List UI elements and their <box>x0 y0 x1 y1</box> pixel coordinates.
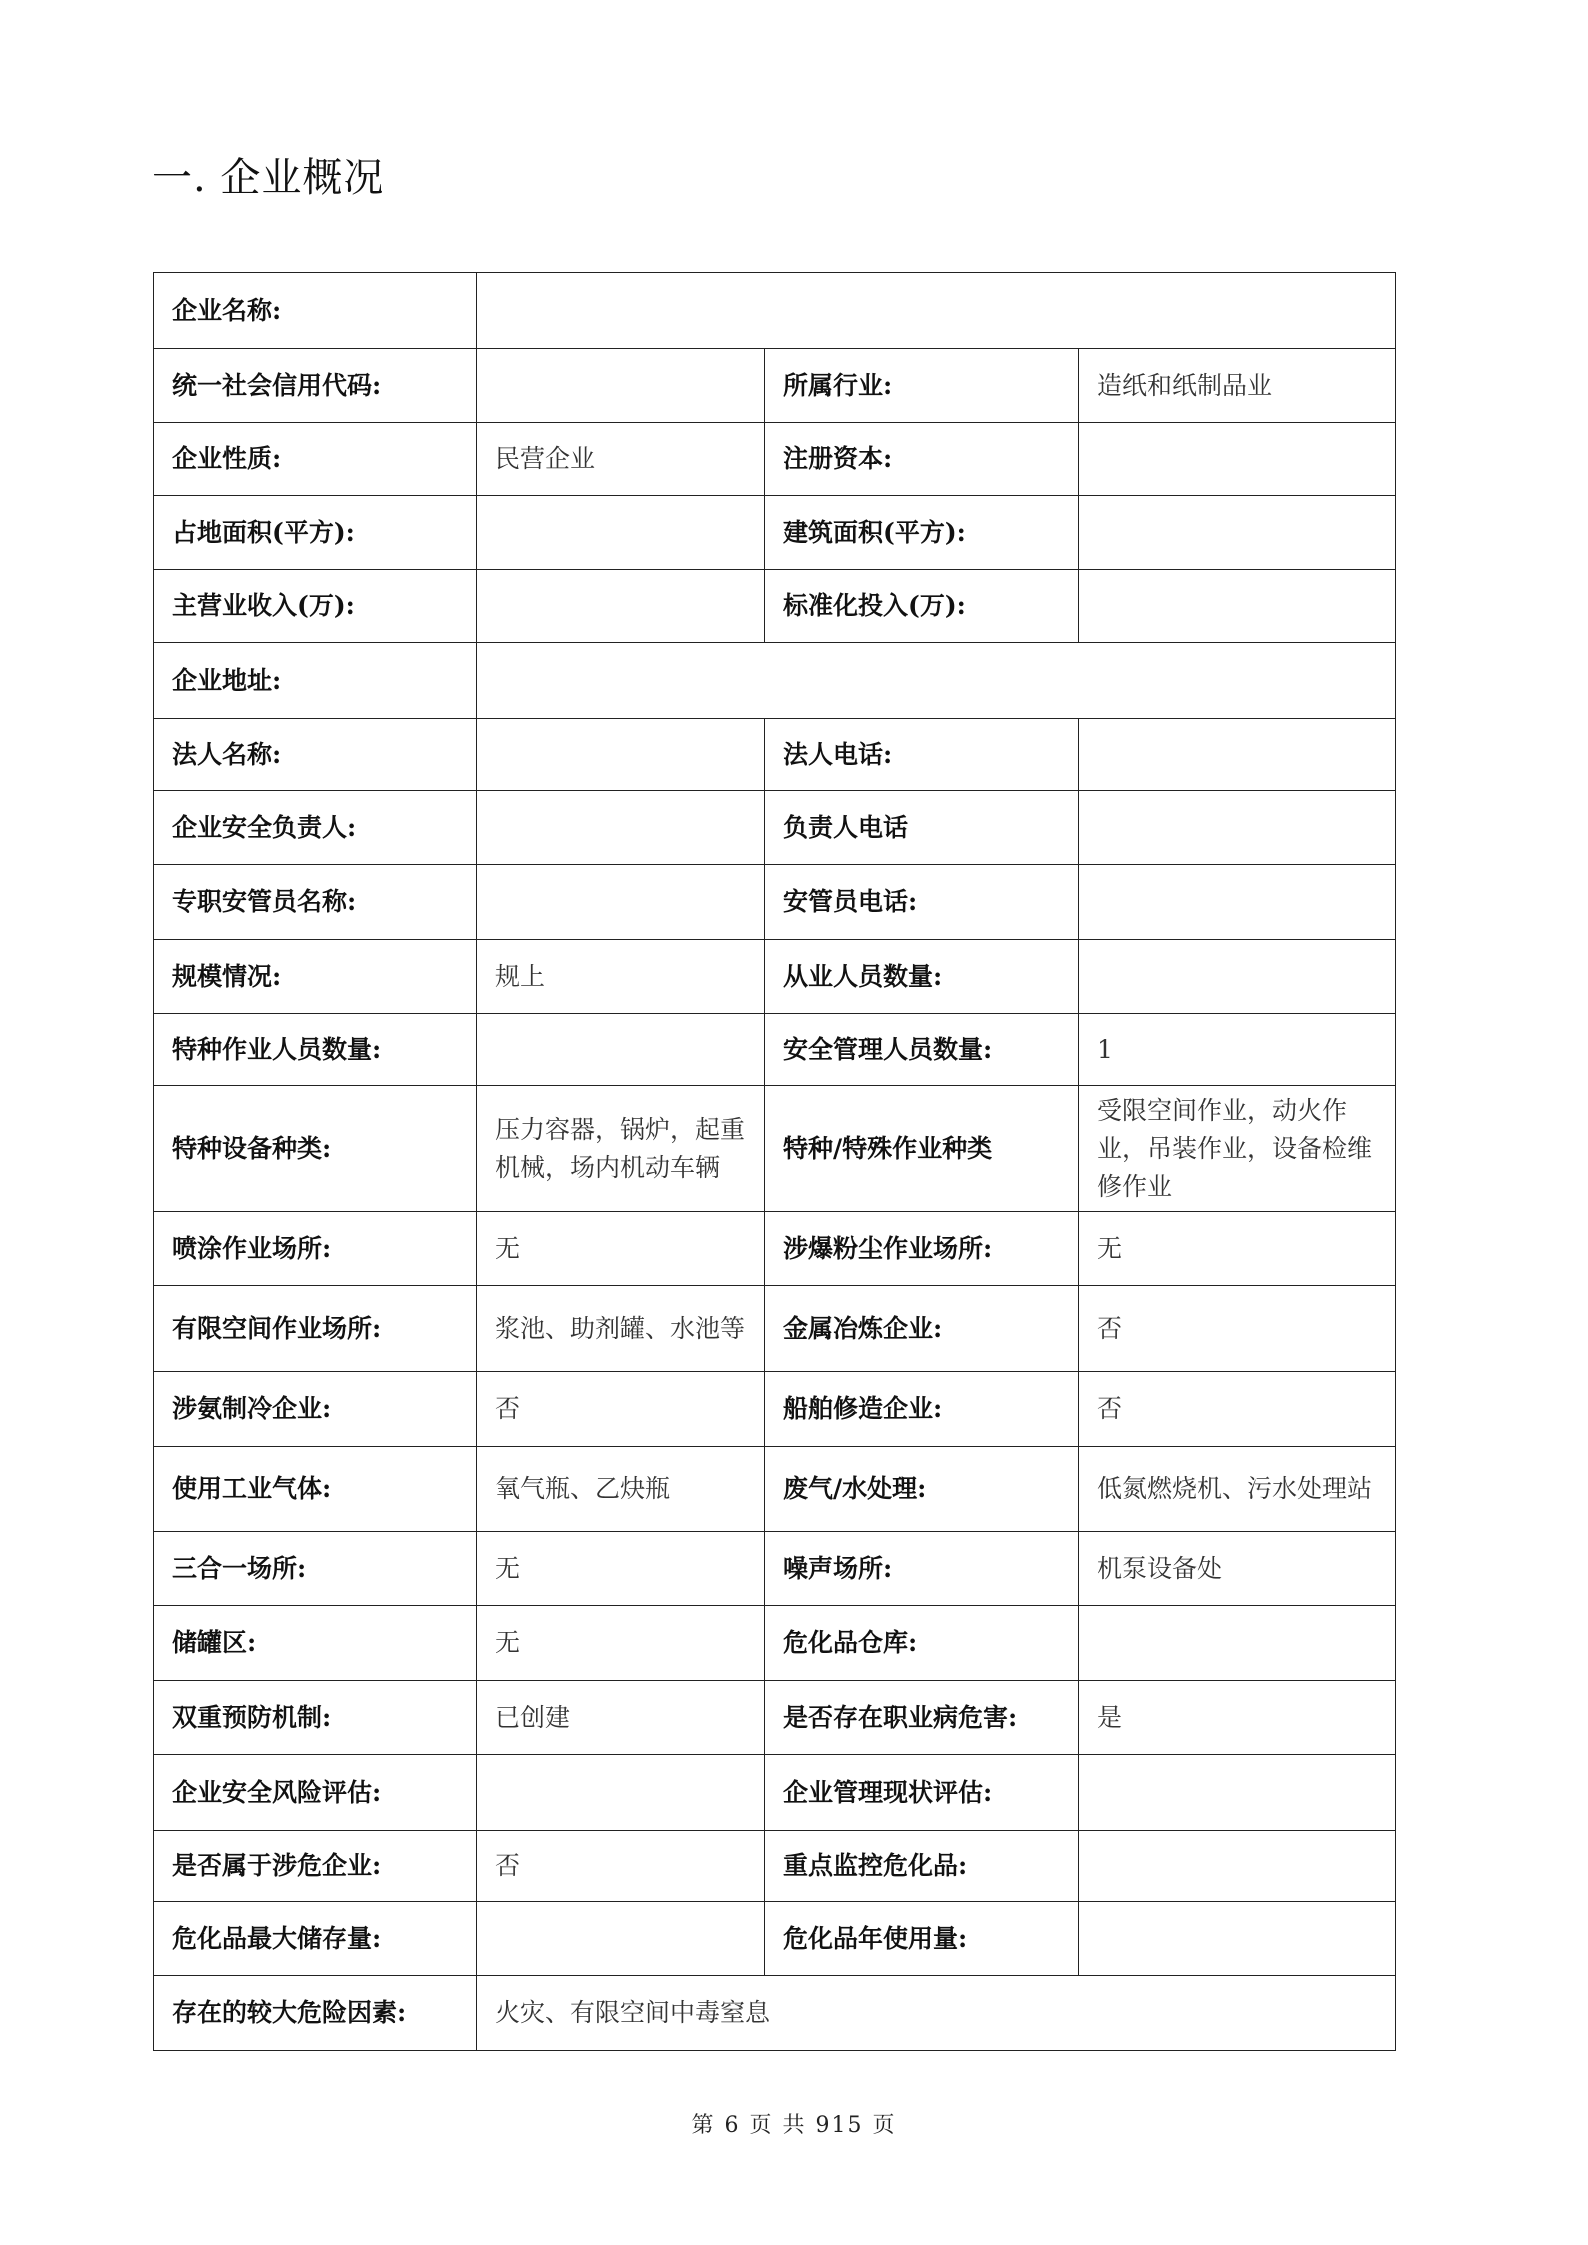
field-label: 存在的较大危险因素: <box>154 1976 477 2051</box>
field-value <box>477 570 765 643</box>
field-value <box>477 865 765 940</box>
field-label: 占地面积(平方): <box>154 496 477 570</box>
table-row <box>154 940 1396 1014</box>
field-label: 规模情况: <box>154 940 477 1014</box>
field-value: 浆池、助剂罐、水池等 <box>477 1286 765 1372</box>
field-value: 无 <box>1079 1212 1396 1286</box>
table-row <box>154 423 1396 496</box>
field-value: 是 <box>1079 1681 1396 1755</box>
table-row <box>154 496 1396 570</box>
field-value: 压力容器，锅炉，起重机械，场内机动车辆 <box>477 1086 765 1212</box>
field-label: 喷涂作业场所: <box>154 1212 477 1286</box>
field-value <box>1079 1831 1396 1902</box>
field-label: 标准化投入(万): <box>765 570 1079 643</box>
table-row <box>154 719 1396 791</box>
field-label: 企业管理现状评估: <box>765 1755 1079 1831</box>
field-label: 双重预防机制: <box>154 1681 477 1755</box>
field-value: 否 <box>1079 1286 1396 1372</box>
field-value: 已创建 <box>477 1681 765 1755</box>
enterprise-info-table <box>153 272 1396 2051</box>
table-row <box>154 570 1396 643</box>
table-row <box>154 865 1396 940</box>
field-value <box>477 349 765 423</box>
field-value <box>477 791 765 865</box>
table-row <box>154 791 1396 865</box>
field-value: 无 <box>477 1212 765 1286</box>
field-label: 注册资本: <box>765 423 1079 496</box>
table-row <box>154 1014 1396 1086</box>
field-label: 有限空间作业场所: <box>154 1286 477 1372</box>
field-value <box>1079 791 1396 865</box>
field-label: 特种设备种类: <box>154 1086 477 1212</box>
field-value: 规上 <box>477 940 765 1014</box>
field-value <box>1079 865 1396 940</box>
field-value <box>477 719 765 791</box>
field-value <box>1079 1606 1396 1681</box>
field-label: 金属冶炼企业: <box>765 1286 1079 1372</box>
field-label: 专职安管员名称: <box>154 865 477 940</box>
field-label: 建筑面积(平方): <box>765 496 1079 570</box>
table-row <box>154 1212 1396 1286</box>
table-row <box>154 1532 1396 1606</box>
table-row <box>154 1902 1396 1976</box>
field-label: 企业安全风险评估: <box>154 1755 477 1831</box>
table-row <box>154 1372 1396 1447</box>
field-label: 涉氨制冷企业: <box>154 1372 477 1447</box>
field-label: 安管员电话: <box>765 865 1079 940</box>
field-value <box>1079 496 1396 570</box>
field-label: 危化品最大储存量: <box>154 1902 477 1976</box>
field-label: 法人名称: <box>154 719 477 791</box>
field-label: 废气/水处理: <box>765 1447 1079 1532</box>
field-label: 主营业收入(万): <box>154 570 477 643</box>
field-value: 氧气瓶、乙炔瓶 <box>477 1447 765 1532</box>
field-value: 无 <box>477 1532 765 1606</box>
field-value <box>477 273 1396 349</box>
field-value: 受限空间作业，动火作业，吊装作业，设备检维修作业 <box>1079 1086 1396 1212</box>
field-value: 造纸和纸制品业 <box>1079 349 1396 423</box>
field-label: 统一社会信用代码: <box>154 349 477 423</box>
field-value: 低氮燃烧机、污水处理站 <box>1079 1447 1396 1532</box>
field-value <box>477 496 765 570</box>
field-label: 特种作业人员数量: <box>154 1014 477 1086</box>
field-label: 使用工业气体: <box>154 1447 477 1532</box>
field-value: 1 <box>1079 1014 1396 1086</box>
field-label: 三合一场所: <box>154 1532 477 1606</box>
field-label: 负责人电话 <box>765 791 1079 865</box>
field-value: 否 <box>477 1372 765 1447</box>
table-row <box>154 349 1396 423</box>
field-value <box>477 1014 765 1086</box>
field-label: 重点监控危化品: <box>765 1831 1079 1902</box>
field-value: 否 <box>477 1831 765 1902</box>
field-value <box>477 643 1396 719</box>
field-value <box>477 1755 765 1831</box>
table-row <box>154 273 1396 349</box>
table-row <box>154 1606 1396 1681</box>
field-value <box>1079 423 1396 496</box>
field-label: 法人电话: <box>765 719 1079 791</box>
field-label: 企业名称: <box>154 273 477 349</box>
field-value: 无 <box>477 1606 765 1681</box>
field-value: 火灾、有限空间中毒窒息 <box>477 1976 1396 2051</box>
field-value <box>1079 1902 1396 1976</box>
table-row <box>154 1286 1396 1372</box>
field-label: 特种/特殊作业种类 <box>765 1086 1079 1212</box>
field-value: 民营企业 <box>477 423 765 496</box>
field-label: 危化品仓库: <box>765 1606 1079 1681</box>
table-row <box>154 1755 1396 1831</box>
field-label: 储罐区: <box>154 1606 477 1681</box>
field-value <box>1079 1755 1396 1831</box>
page-footer: 第 6 页 共 915 页 <box>691 2113 897 2138</box>
field-label: 是否存在职业病危害: <box>765 1681 1079 1755</box>
table-row <box>154 1976 1396 2051</box>
table-row <box>154 1086 1396 1212</box>
field-value <box>1079 719 1396 791</box>
field-label: 企业地址: <box>154 643 477 719</box>
field-label: 安全管理人员数量: <box>765 1014 1079 1086</box>
section-title: 一. 企业概况 <box>152 155 385 201</box>
field-value <box>1079 570 1396 643</box>
field-label: 从业人员数量: <box>765 940 1079 1014</box>
field-label: 噪声场所: <box>765 1532 1079 1606</box>
field-value: 机泵设备处 <box>1079 1532 1396 1606</box>
field-label: 涉爆粉尘作业场所: <box>765 1212 1079 1286</box>
field-label: 船舶修造企业: <box>765 1372 1079 1447</box>
field-value: 否 <box>1079 1372 1396 1447</box>
field-label: 企业性质: <box>154 423 477 496</box>
field-label: 所属行业: <box>765 349 1079 423</box>
field-value <box>1079 940 1396 1014</box>
field-label: 危化品年使用量: <box>765 1902 1079 1976</box>
field-label: 企业安全负责人: <box>154 791 477 865</box>
field-label: 是否属于涉危企业: <box>154 1831 477 1902</box>
table-row <box>154 643 1396 719</box>
table-row <box>154 1447 1396 1532</box>
field-value <box>477 1902 765 1976</box>
table-row <box>154 1681 1396 1755</box>
table-row <box>154 1831 1396 1902</box>
